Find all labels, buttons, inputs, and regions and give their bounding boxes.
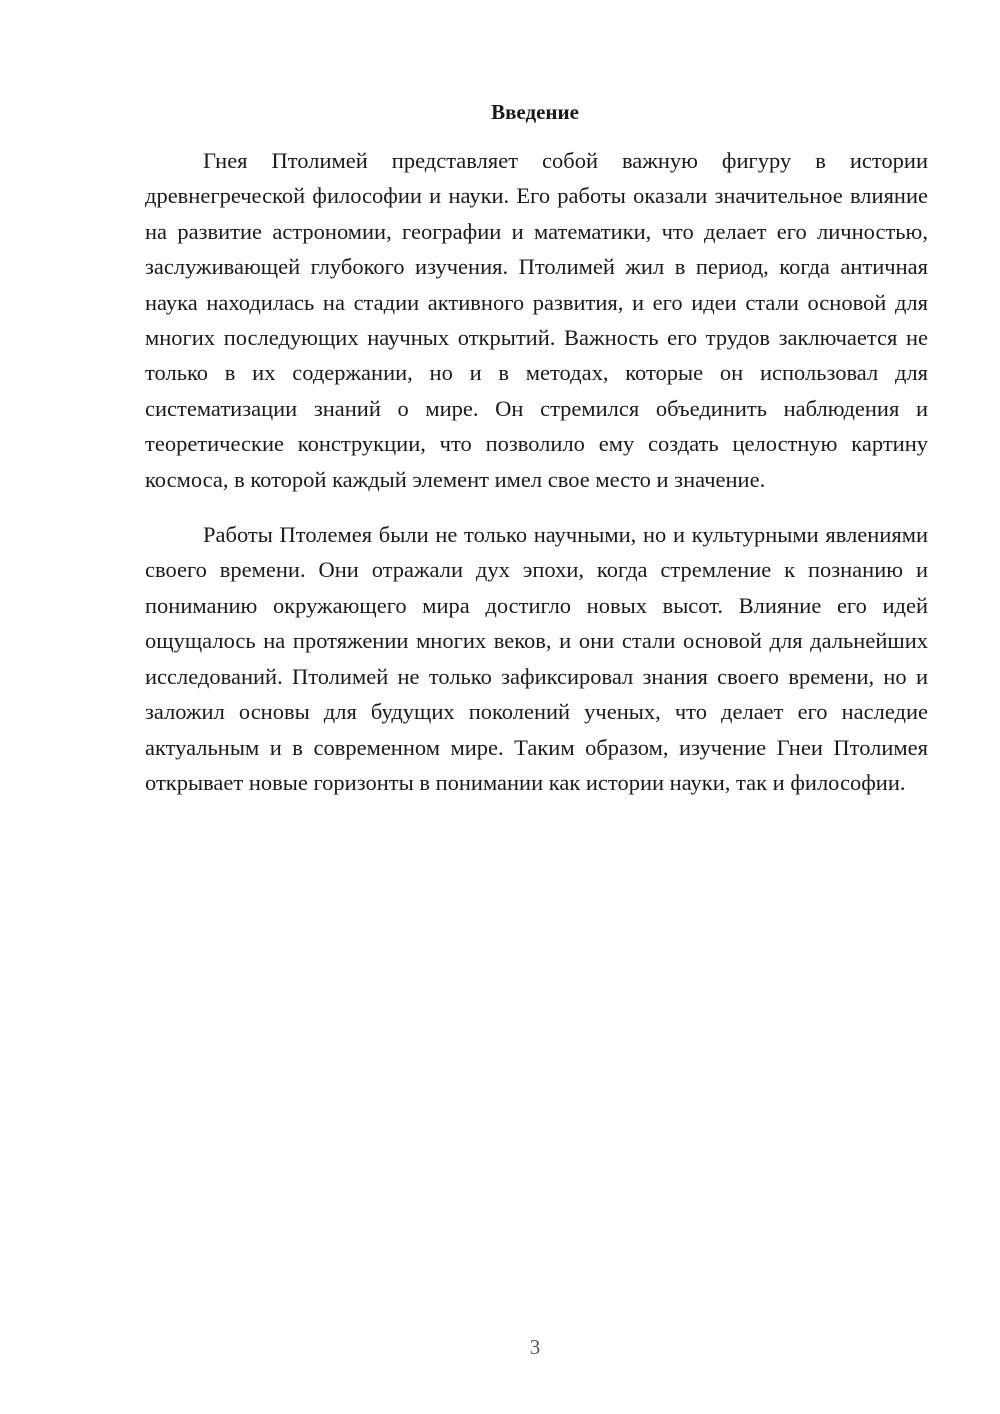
body-text bbox=[145, 143, 928, 800]
paragraph-1: Гнея Птолимей представляет собой важную фигуру в истории древнегреческой философии и науки. Его работы оказали значительное влияние на развитие астрономии, географии и математики, что делает его личностью, заслуживающей глубокого изучения. Птолимей жил в период, когда античная наука находилась на стадии активного развития, и его идеи стали основой для многих последующих научных открытий. Важность его трудов заключается не только в их содержании, но и в методах, которые он использовал для систематизации знаний о мире. Он стремился объединить наблюдения и теоретические конструкции, что позволило ему создать целостную картину космоса, в которой каждый элемент имел свое место и значение. bbox=[145, 148, 928, 492]
page-number: 3 bbox=[529, 1335, 541, 1359]
paragraph-2: Работы Птолемея были не только научными, но и культурными явлениями своего времени. Они отражали дух эпохи, когда стремление к познанию и пониманию окружающего мира достигло новых высот. Влияние его идей ощущалось на протяжении многих веков, и они стали основой для дальнейших исследований. Птолимей не только зафиксировал знания своего времени, но и заложил основы для будущих поколений ученых, что делает его наследие актуальным и в современном мире. Таким образом, изучение Гнеи Птолимея открывает новые горизонты в понимании как истории науки, так и философии. bbox=[145, 522, 928, 795]
section-heading: Введение bbox=[491, 100, 579, 124]
